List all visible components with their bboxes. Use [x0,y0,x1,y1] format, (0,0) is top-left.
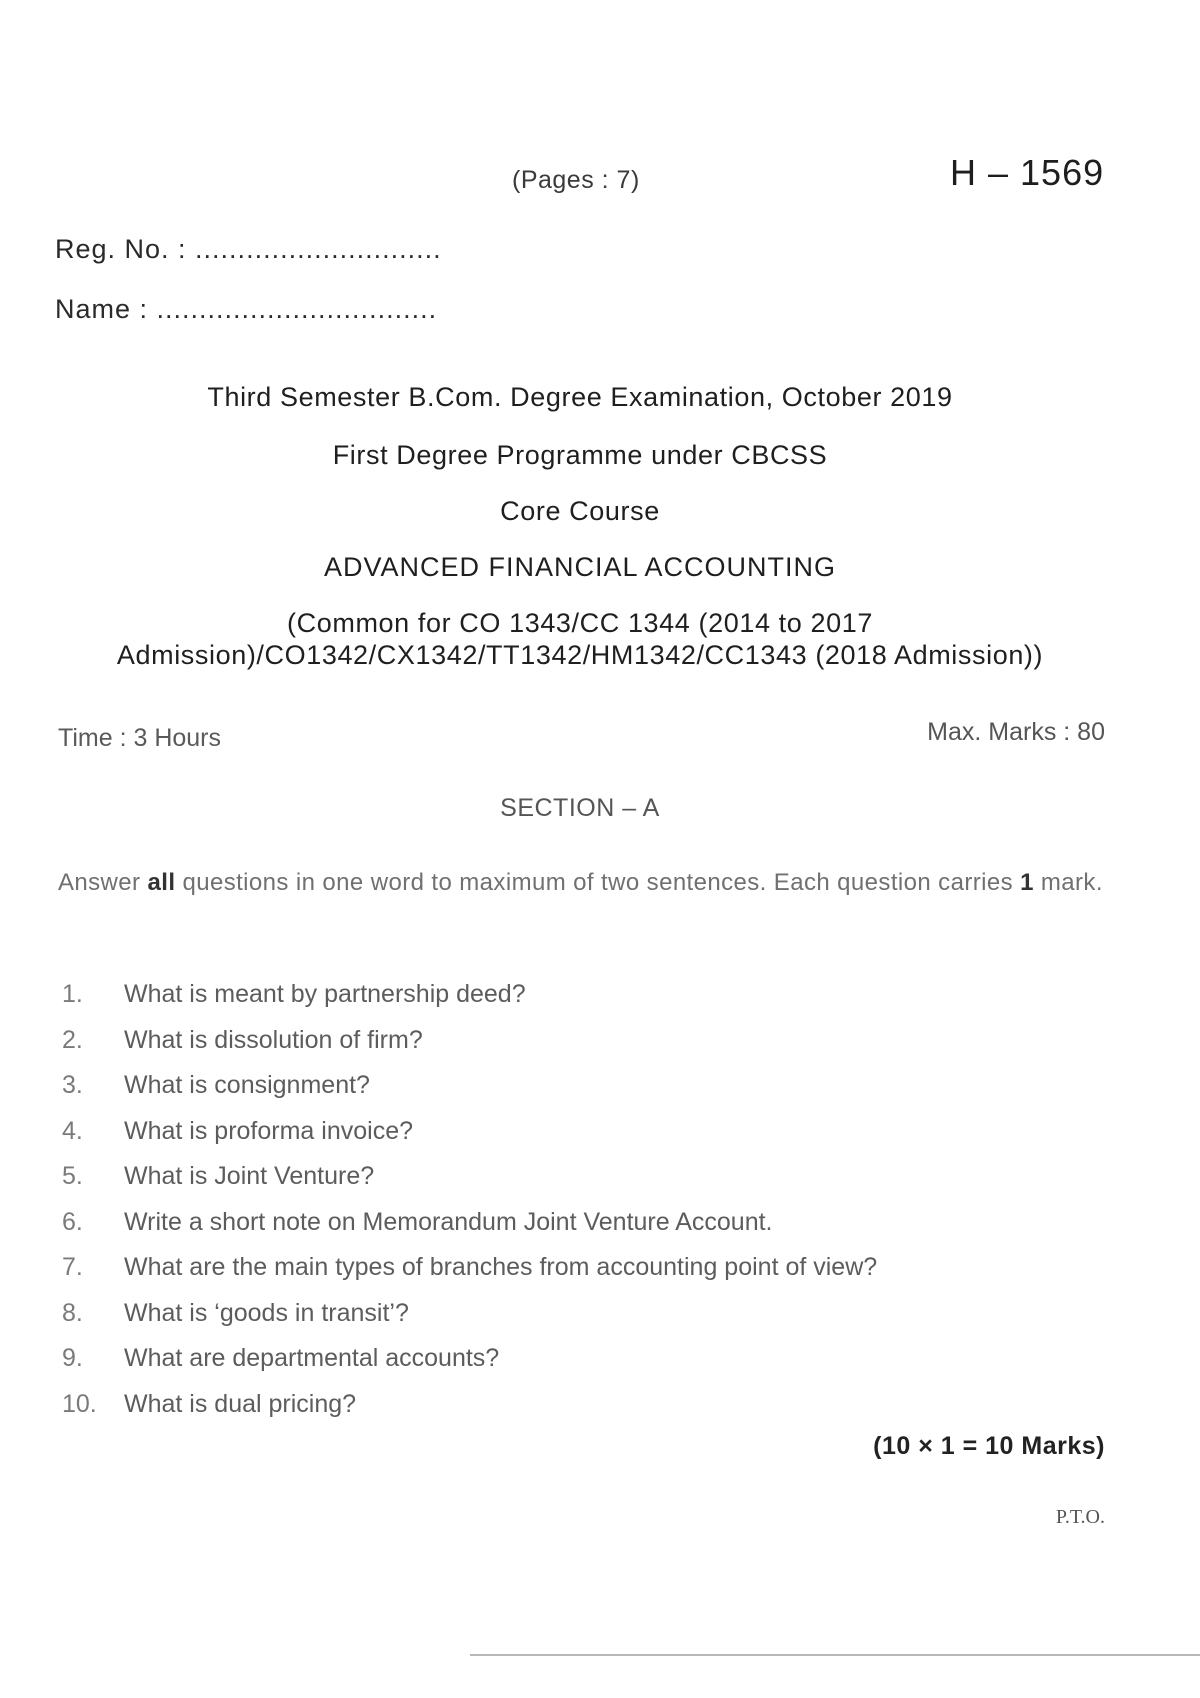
question-text: What are the main types of branches from accounting point of view? [124,1253,878,1281]
question-text: What is dual pricing? [124,1390,357,1418]
subject-title: ADVANCED FINANCIAL ACCOUNTING [323,552,837,582]
question-text: What is dissolution of firm? [124,1026,423,1054]
question-text: What are departmental accounts? [124,1344,500,1372]
time-allowed: Time : 3 Hours [58,724,222,752]
question-item [62,1162,374,1191]
paper-code: H – 1569 [950,152,1105,193]
question-text: What is consignment? [124,1071,370,1099]
question-item [62,1344,499,1373]
question-number: 9. [62,1344,83,1372]
question-item [62,1117,413,1146]
marks-total: (10 × 1 = 10 Marks) [873,1432,1105,1460]
question-number: 8. [62,1299,83,1327]
question-text: Write a short note on Memorandum Joint Venture Account. [124,1208,773,1236]
instruction-text-2: questions in one word to maximum of two sentences. Each question carries [175,869,1021,896]
scan-edge-line [470,1654,1200,1656]
instruction-emphasis-mark: 1 [1020,869,1034,896]
question-number: 10. [62,1390,97,1418]
question-item [62,980,526,1009]
name-field: Name : ................................. [55,294,438,324]
question-item [62,1071,370,1100]
question-number: 4. [62,1117,83,1145]
course-type: Core Course [500,496,660,526]
question-number: 5. [62,1162,83,1190]
question-item [62,1253,877,1282]
page-count: (Pages : 7) [512,166,640,194]
question-text: What is Joint Venture? [124,1162,375,1190]
question-text: What is meant by partnership deed? [124,980,526,1008]
question-number: 1. [62,980,83,1008]
section-instruction [58,866,1106,900]
exam-title: Third Semester B.Com. Degree Examination, October 2019 [207,382,953,412]
question-text: What is ‘goods in transit’? [124,1299,409,1327]
question-item [62,1026,423,1055]
question-number: 2. [62,1026,83,1054]
section-heading: SECTION – A [500,794,660,822]
course-codes-line2: Admission)/CO1342/CX1342/TT1342/HM1342/CC1343 (2018 Admission)) [116,640,1044,670]
question-number: 6. [62,1208,83,1236]
pto-note: P.T.O. [1055,1506,1105,1528]
instruction-text-1: Answer [58,869,148,896]
question-number: 7. [62,1253,83,1281]
question-text: What is proforma invoice? [124,1117,414,1145]
question-number: 3. [62,1071,83,1099]
programme-title: First Degree Programme under CBCSS [332,440,828,470]
question-item [62,1299,409,1328]
course-codes-line1: (Common for CO 1343/CC 1344 (2014 to 2017 [287,608,873,638]
instruction-emphasis-all: all [147,869,176,896]
max-marks: Max. Marks : 80 [927,718,1105,746]
instruction-text-3: mark. [1033,869,1103,896]
reg-no-field: Reg. No. : ............................. [55,234,442,264]
question-item [62,1208,773,1237]
question-item [62,1390,356,1419]
